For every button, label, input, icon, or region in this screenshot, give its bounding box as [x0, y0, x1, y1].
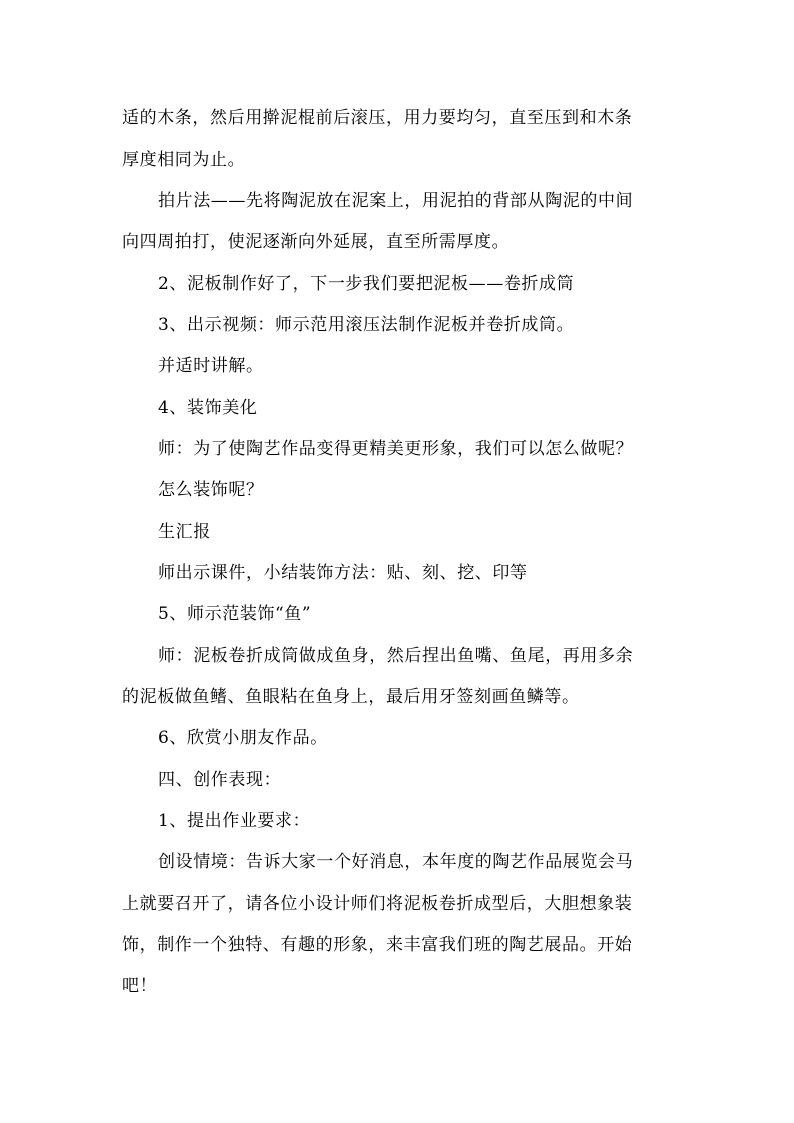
paragraph-line: 师出示课件，小结装饰方法：贴、刻、挖、印等	[158, 563, 528, 583]
paragraph-line: 怎么装饰呢？	[158, 480, 264, 500]
section-heading: 四、创作表现：	[158, 770, 282, 790]
paragraph-line: 生汇报	[158, 522, 211, 542]
paragraph-line: 吧！	[122, 976, 158, 996]
paragraph-line: 拍片法——先将陶泥放在泥案上，用泥拍的背部从陶泥的中间	[158, 191, 634, 211]
paragraph-line: 师：为了使陶艺作品变得更精美更形象，我们可以怎么做呢？	[158, 439, 634, 459]
paragraph-line: 饰，制作一个独特、有趣的形象，来丰富我们班的陶艺展品。开始	[122, 935, 633, 955]
paragraph-line: 的泥板做鱼鳍、鱼眼粘在鱼身上，最后用牙签刻画鱼鳞等。	[122, 687, 580, 707]
paragraph-line: 上就要召开了，请各位小设计师们将泥板卷折成型后，大胆想象装	[122, 894, 633, 914]
step-heading: 3、出示视频：师示范用滚压法制作泥板并卷折成筒。	[158, 315, 575, 335]
step-heading: 6、欣赏小朋友作品。	[158, 728, 328, 748]
paragraph-line: 并适时讲解。	[158, 356, 264, 376]
step-heading: 5、师示范装饰“鱼”	[158, 604, 312, 624]
paragraph-line: 向四周拍打，使泥逐渐向外延展，直至所需厚度。	[122, 232, 510, 252]
paragraph-line: 创设情境：告诉大家一个好消息，本年度的陶艺作品展览会马	[158, 852, 634, 872]
step-heading: 2、泥板制作好了，下一步我们要把泥板——卷折成筒	[158, 274, 575, 294]
step-heading: 4、装饰美化	[158, 398, 258, 418]
step-heading: 1、提出作业要求：	[158, 811, 311, 831]
paragraph-line: 厚度相同为止。	[122, 150, 246, 170]
paragraph-line: 适的木条，然后用擀泥棍前后滚压，用力要均匀，直至压到和木条	[122, 108, 633, 128]
paragraph-line: 师：泥板卷折成筒做成鱼身，然后捏出鱼嘴、鱼尾，再用多余	[158, 646, 634, 666]
